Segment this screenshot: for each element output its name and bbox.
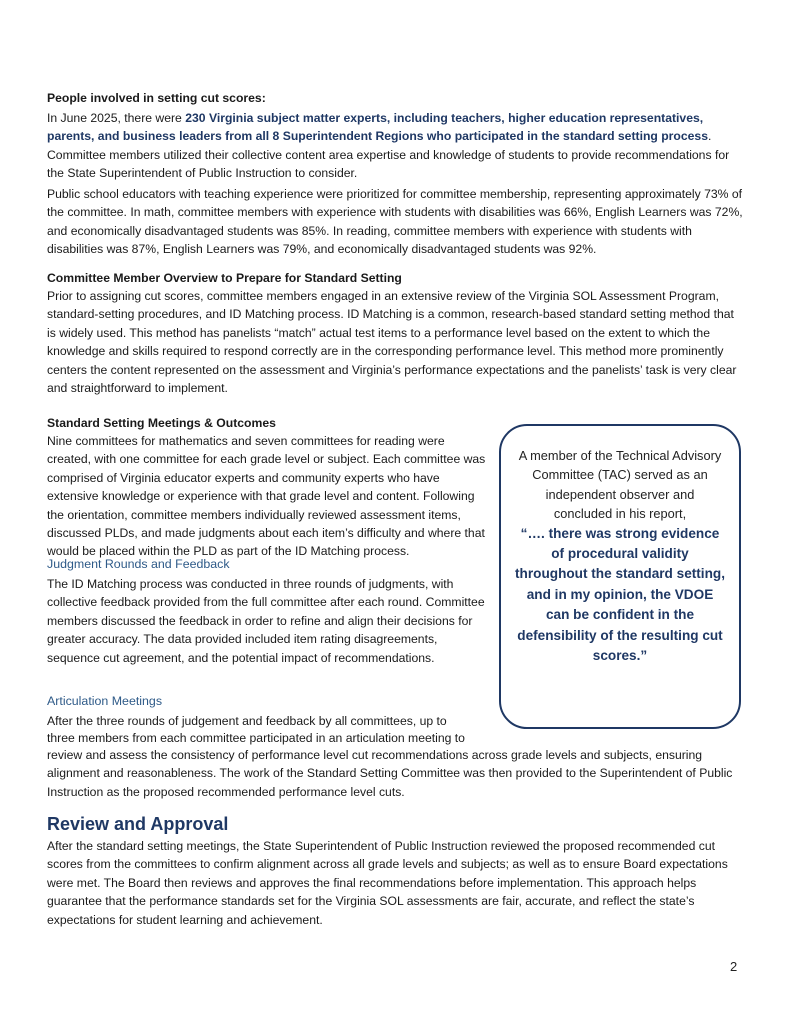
judgment-paragraph: The ID Matching process was conducted in three rounds of judgments, with collective feedback provided from the full committee after each round. Committee members discussed the feedback in order to refine and align their decisions for greater accuracy. The data provided included item rating disagreements, sequence cut agreement, and the potential impact of recommendations. xyxy=(47,577,485,665)
articulation-line-1: After the three rounds of judgement and feedback by all committees, up to xyxy=(47,714,447,728)
articulation-line-2: three members from each committee participated in an articulation meeting to xyxy=(47,731,465,745)
overview-paragraph: Prior to assigning cut scores, committee members engaged in an extensive review of the Virginia SOL Assessment Program, standard-setting procedures, and ID Matching process. ID Matching is a common, research-based standard setting method that is widely used. This method has panelists “match” actual test items to a performance level based on the extent to which the knowledge and skills required to respond correctly are in the corresponding performance level. This method more prominently centers the content represented on the assessment and Virginia’s performance expectations and the panelists’ task is very clear and straightforward to implement. xyxy=(47,289,737,396)
people-p1-rest: . Committee members utilized their collective content area expertise and knowledge of students to provide recommendations for the State Superintendent of Public Instruction to consider. xyxy=(47,129,730,181)
articulation-paragraph: review and assess the consistency of performance level cut recommendations across grade levels and subjects, ensuring alignment and reasonableness. The work of the Standard Setting Committee was then provided to the Superintendent of Public Instruction as the proposed recommended performance level cuts. xyxy=(47,748,733,799)
callout-quote: “…. there was strong evidence of procedural validity throughout the standard setting, and in my opinion, the VDOE can be confident in the defensibility of the resulting cut scores.” xyxy=(515,525,725,664)
tac-callout-box xyxy=(499,424,741,729)
meetings-heading: Standard Setting Meetings & Outcomes xyxy=(47,416,276,430)
meetings-paragraph: Nine committees for mathematics and seven committees for reading were created, with one committee for each grade level or subject. Each committee was comprised of Virginia educator experts and community experts who have extensive knowledge or experience with that grade level and content. Following the orientation, committee members individually reviewed assessment items, discussed PLDs, and made judgments about each item’s difficulty and where that would be placed within the PLD as part of the ID Matching process. xyxy=(47,434,486,559)
people-paragraph-1 xyxy=(47,109,744,183)
callout-intro: A member of the Technical Advisory Committee (TAC) served as an independent observer and concluded in his report, xyxy=(518,448,722,522)
page-number: 2 xyxy=(730,959,738,974)
people-heading: People involved in setting cut scores: xyxy=(47,91,266,105)
people-paragraph-2: Public school educators with teaching experience were prioritized for committee membership, representing approximately 73% of the committee. In math, committee members with experience with students with disabilities was 66%, English Learners was 72%, and economically disadvantaged students was 85%. In reading, committee members with experience with students with disabilities was 87%, English Learners was 79%, and economically disadvantaged students was 92%. xyxy=(47,187,743,257)
articulation-heading: Articulation Meetings xyxy=(47,694,163,708)
people-p1-lead: In June 2025, there were xyxy=(47,111,186,125)
people-p1-bold: 230 Virginia subject matter experts, including teachers, higher education representatives, parents, and business leaders from all 8 Superintendent Regions who participated in the standard setting process xyxy=(47,111,708,144)
review-paragraph: After the standard setting meetings, the State Superintendent of Public Instruction reviewed the proposed recommended cut scores from the committees to confirm alignment across all grade levels and subjects; as well as to ensure Board expectations were met. The Board then reviews and approves the final recommendations before implementation. This approach helps guarantee that the performance standards set for the Virginia SOL assessments are fair, accurate, and reflect the state’s expectations for student learning and achievement. xyxy=(47,839,728,927)
review-heading: Review and Approval xyxy=(47,814,229,834)
judgment-heading: Judgment Rounds and Feedback xyxy=(47,557,230,571)
overview-heading: Committee Member Overview to Prepare for Standard Setting xyxy=(47,271,402,285)
